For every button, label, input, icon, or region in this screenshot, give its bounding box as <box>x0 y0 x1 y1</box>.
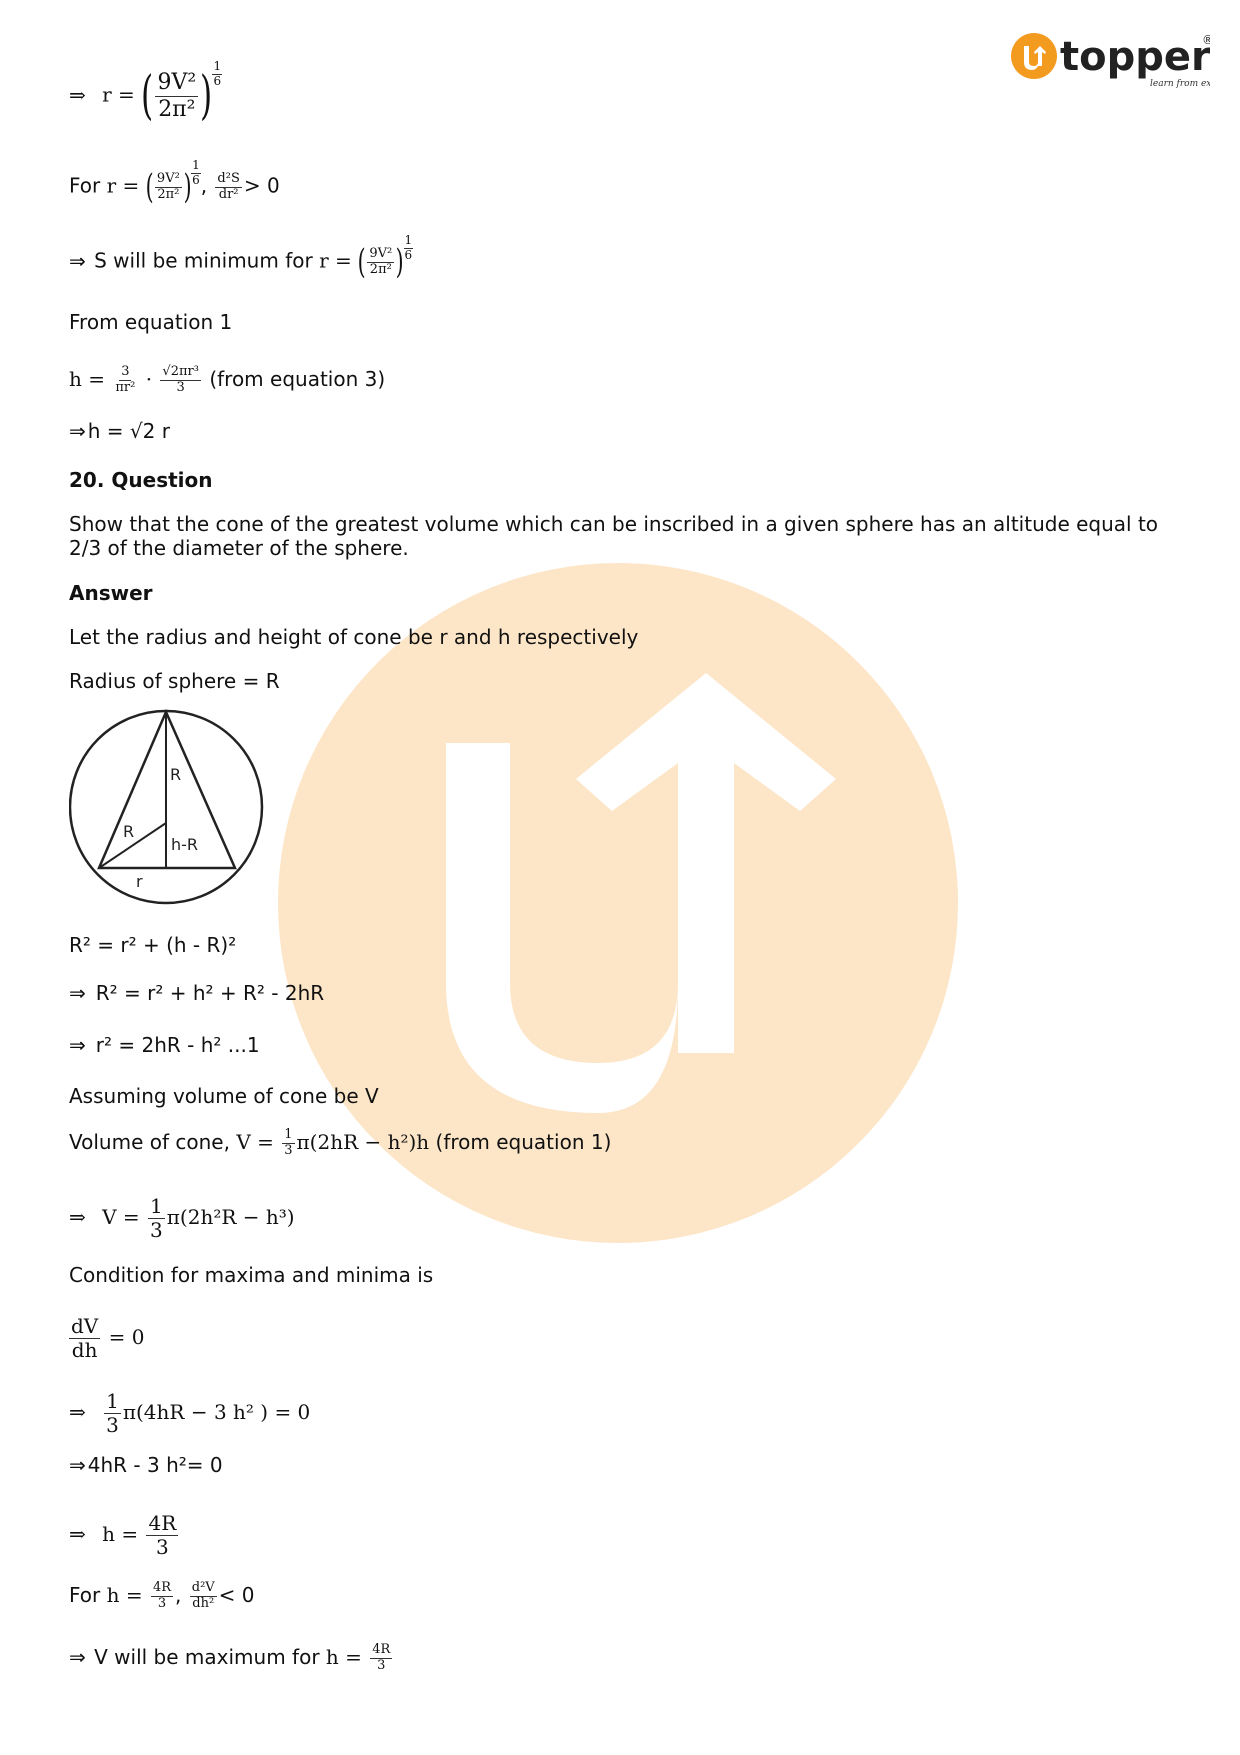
fraction: $\frac{3}{\text{πr²}}$ <box>115 364 136 395</box>
topper-logo-mark <box>1010 30 1210 92</box>
fraction: $\frac{4R}{3}$ <box>148 1511 177 1559</box>
label-R-side: R <box>123 822 135 841</box>
fraction: $\frac{1}{3}$ <box>284 1127 293 1158</box>
fraction: $\frac{1}{3}$ <box>150 1194 163 1242</box>
h-equals-root2-r: ⇒ h = √2 r <box>69 419 170 443</box>
answer-line-2: Radius of sphere = R <box>69 669 280 693</box>
logo-wordmark: topper <box>1060 34 1210 80</box>
fraction: $\frac{\text{9V²}}{\text{2π²}}$ <box>156 170 180 202</box>
fraction: $\frac{\text{√2πr³}}{3}$ <box>162 364 199 395</box>
svg-text:®: ® <box>1202 33 1210 47</box>
implies-arrow: ⇒ <box>69 419 86 443</box>
fraction: $\frac{4R}{3}$ <box>372 1642 391 1673</box>
answer-heading: Answer <box>69 581 153 605</box>
implies-arrow: ⇒ <box>69 1644 86 1669</box>
exponent: $\frac{1}{6}$ <box>213 59 222 88</box>
condition-for-h: For h = $\frac{4R}{3}$ , $\frac{\text{d²V}}{\text{dh²}}$ < 0 <box>69 1580 255 1611</box>
second-derivative: $\frac{\text{d²S}}{\text{dr²}}$ <box>217 170 240 202</box>
dv-dh-zero: $\frac{dV}{dh}$ = 0 <box>71 1314 145 1362</box>
eq-r-value: ⇒ r = ( $\frac{\text{9V²}}{\text{2π²}}$ ) $\frac{1}{6}$ <box>69 59 222 126</box>
fraction: $\frac{\text{9V²}}{\text{2π²}}$ <box>157 70 197 122</box>
implies-arrow: ⇒ <box>69 1453 86 1477</box>
eq-4hR: ⇒ 4hR - 3 h²= 0 <box>69 1453 223 1477</box>
h-from-equation-3: h = $\frac{3}{\text{πr²}}$ · $\frac{\text{√2πr³}}{3}$ (from equation 3) <box>69 364 386 395</box>
volume-of-cone: Volume of cone, V = $\frac{1}{3}$ π(2hR − h²)h (from equation 1) <box>69 1127 612 1158</box>
question-text: Show that the cone of the greatest volume which can be inscribed in a given sphere has an altitude equal to 2/3 of the diameter of the sphere. <box>69 512 1159 560</box>
condition-maxima-minima: Condition for maxima and minima is <box>69 1263 434 1287</box>
label-h-minus-R: h-R <box>171 835 199 854</box>
v-maximum-line: ⇒ V will be maximum for h = $\frac{4R}{3}$ <box>69 1642 391 1673</box>
eq-r-squared: ⇒ r² = 2hR - h² ...1 <box>69 1033 260 1057</box>
from-equation-1: From equation 1 <box>69 310 233 334</box>
implies-arrow: ⇒ <box>69 248 86 273</box>
derivative: $\frac{dV}{dh}$ <box>71 1314 99 1362</box>
implies-arrow: ⇒ <box>69 1205 86 1229</box>
eq-pythagoras: R² = r² + (h - R)² <box>69 933 237 957</box>
implies-arrow: ⇒ <box>69 82 86 107</box>
label-R-top: R <box>170 765 182 784</box>
derivative-equation: ⇒ $\frac{1}{3}$ π(4hR − 3 h² ) = 0 <box>69 1389 311 1437</box>
volume-expanded: ⇒ V = $\frac{1}{3}$ π(2h²R − h³) <box>69 1194 295 1242</box>
fraction: $\frac{1}{3}$ <box>106 1389 119 1437</box>
assume-volume: Assuming volume of cone be V <box>69 1084 379 1108</box>
implies-arrow: ⇒ <box>69 1522 86 1546</box>
exponent: $\frac{1}{6}$ <box>192 158 200 187</box>
label-r: r <box>136 872 143 891</box>
implies-arrow: ⇒ <box>69 981 86 1005</box>
cone-in-sphere-diagram <box>69 705 269 905</box>
svg-text:learn from experts: learn from e <box>1150 79 1207 89</box>
eq-expanded: ⇒ R² = r² + h² + R² - 2hR <box>69 981 325 1005</box>
implies-arrow: ⇒ <box>69 1033 86 1057</box>
s-minimum-line: ⇒ S will be minimum for r = ( $\frac{\text{9V²}}{\text{2π²}}$ ) $\frac{1}{6}$ <box>69 233 413 282</box>
implies-arrow: ⇒ <box>69 1400 86 1424</box>
condition-for-r: For r = ( $\frac{\text{9V²}}{\text{2π²}}$ ) $\frac{1}{6}$ , $\frac{\text{d²S}}{\text{dr²}}$ > 0 <box>69 158 280 207</box>
question-heading: 20. Question <box>69 468 213 492</box>
fraction: $\frac{4R}{3}$ <box>152 1580 172 1611</box>
second-derivative: $\frac{\text{d²V}}{\text{dh²}}$ <box>191 1580 215 1611</box>
topper-logo[interactable] <box>1010 30 1210 92</box>
answer-line-1: Let the radius and height of cone be r and h respectively <box>69 625 639 649</box>
exponent: $\frac{1}{6}$ <box>404 233 413 262</box>
fraction: $\frac{\text{9V²}}{\text{2π²}}$ <box>369 245 393 277</box>
h-equals-4R-3: ⇒ h = $\frac{4R}{3}$ <box>69 1511 177 1559</box>
